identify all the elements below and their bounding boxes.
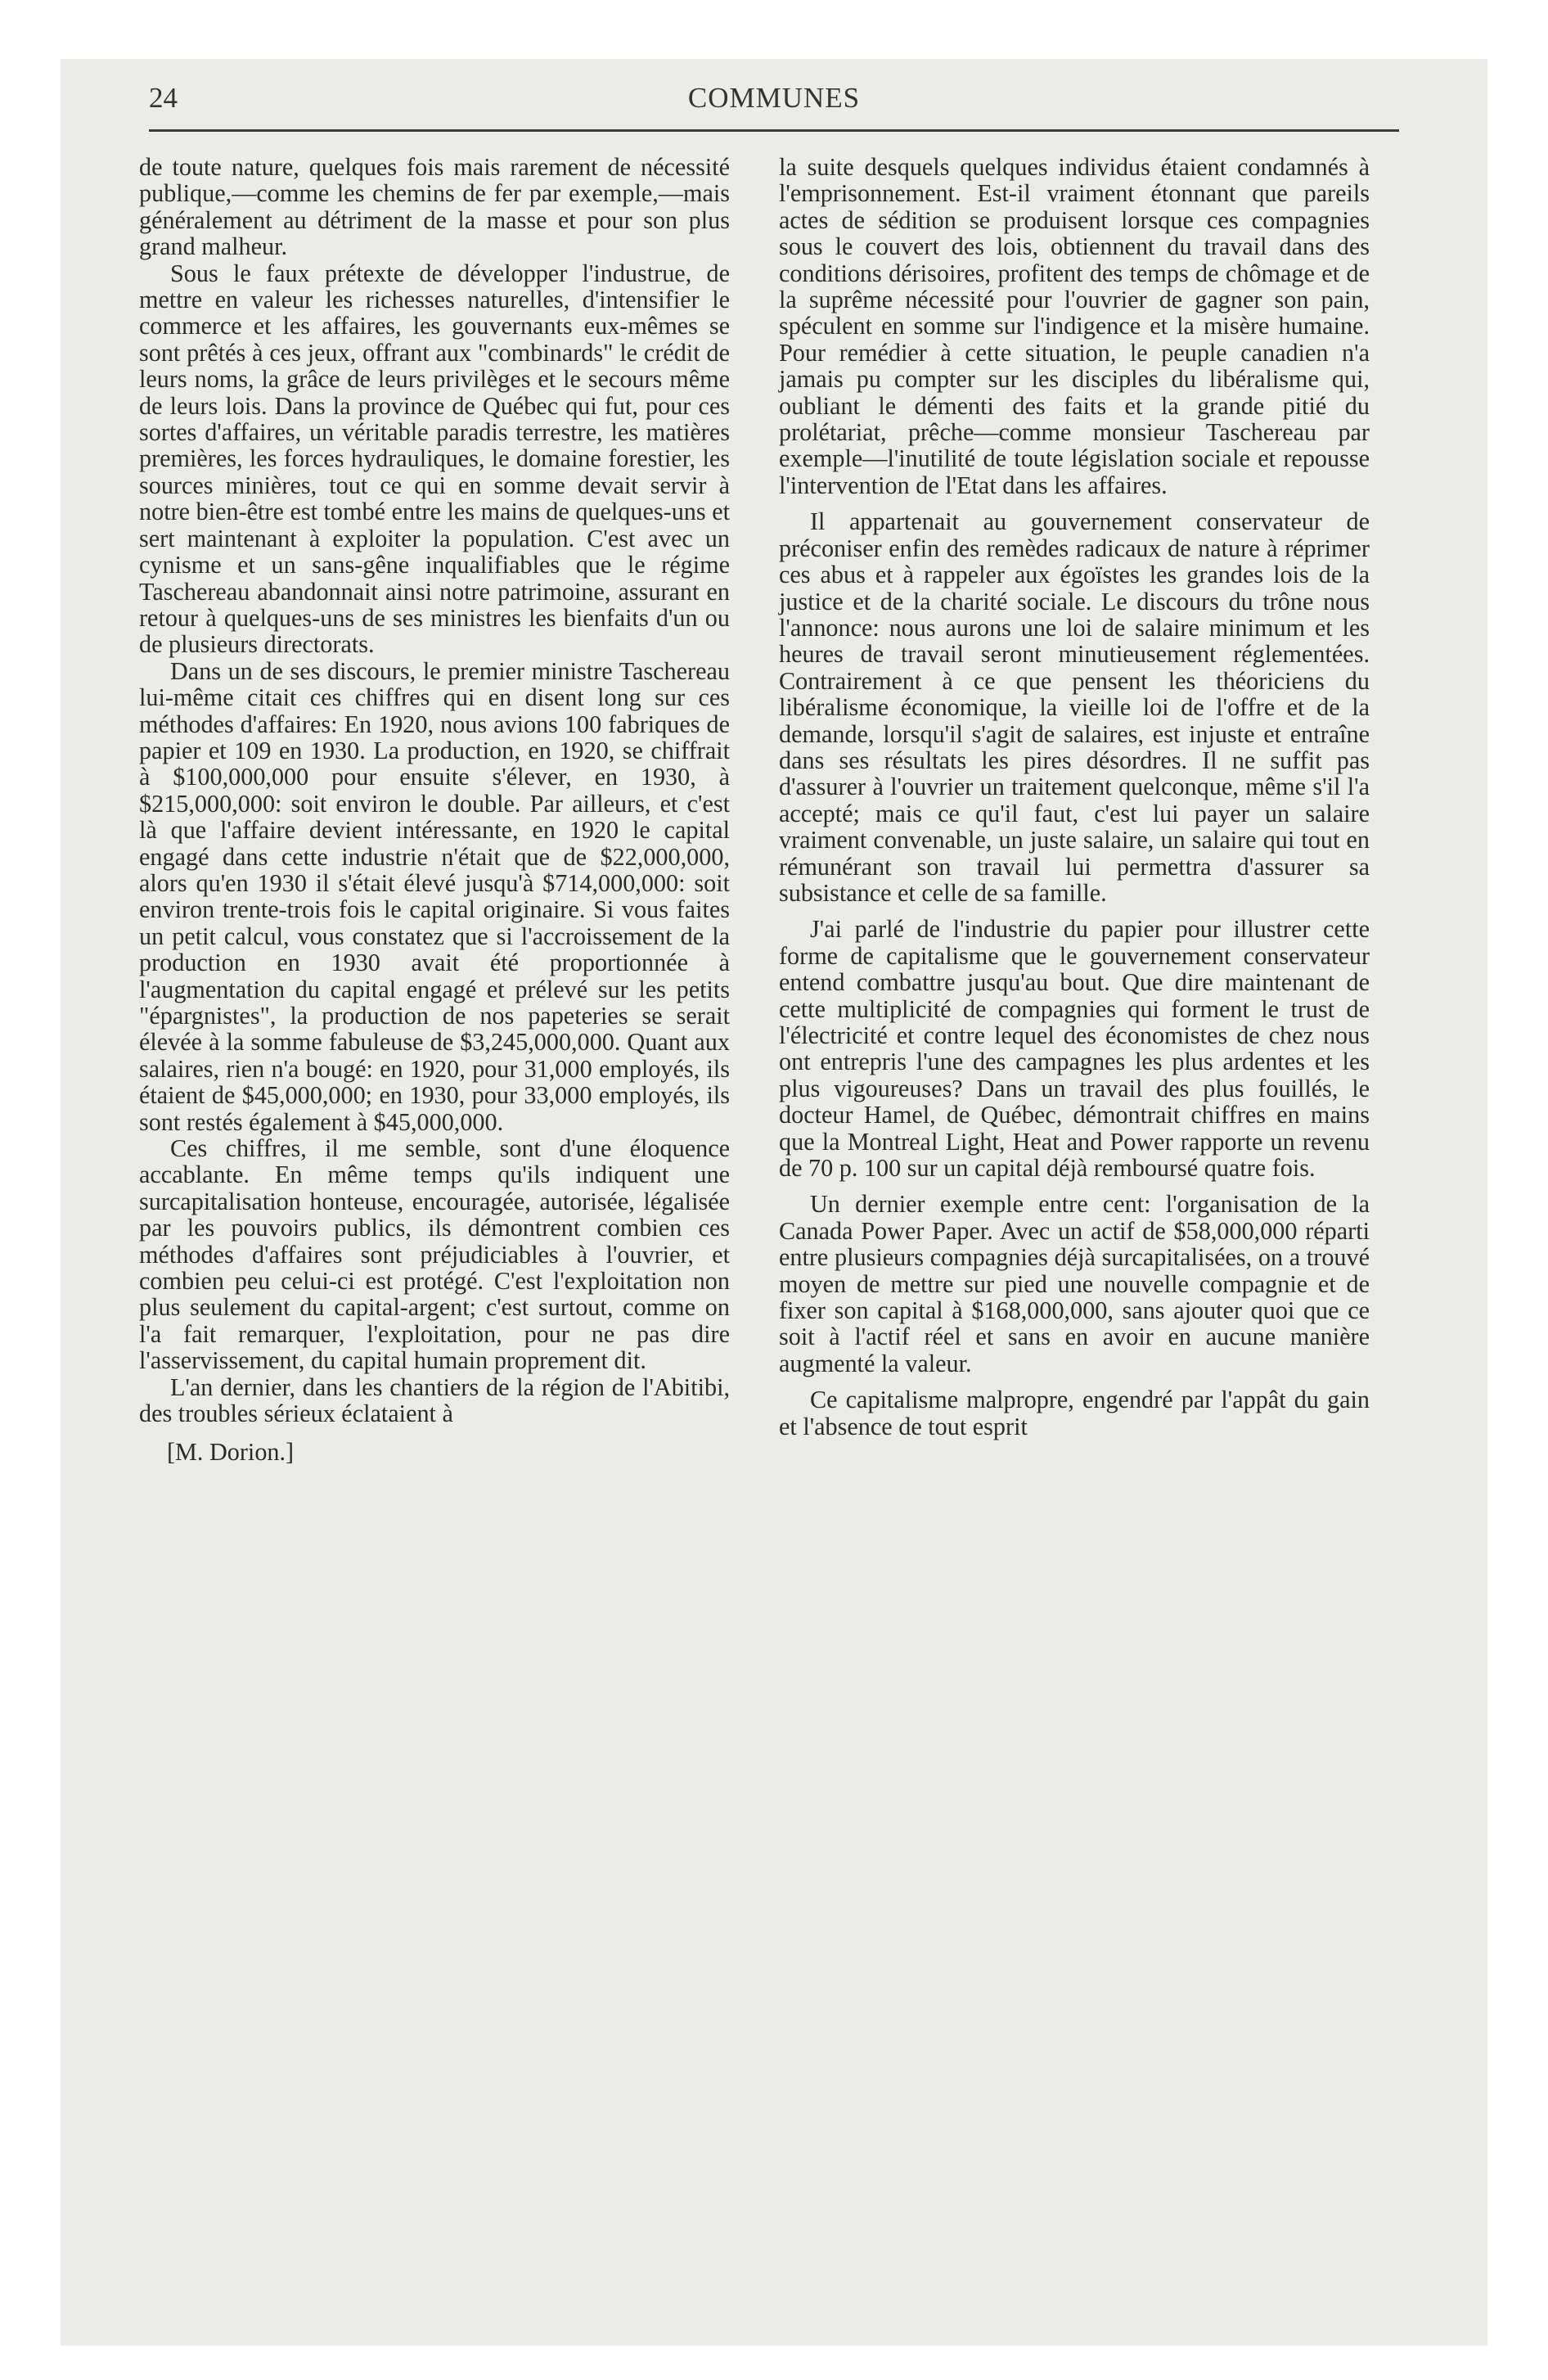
paragraph: Sous le faux prétexte de développer l'industrue, de mettre en valeur les richesses naturelles, d'intensifier le commerce et les affaires, les gouvernants eux-mêmes se sont prêtés à ces jeux, offrant aux "combinards" le crédit de leurs noms, la grâce de leurs privilèges et le secours même de leurs lois. Dans la province de Québec qui fut, pour ces sortes d'affaires, un véritable paradis terrestre, les matières premières, les forces hydrauliques, le domaine forestier, les sources minières, tout ce qui en somme devait servir à notre bien-être est tombé entre les mains de quelques-uns et sert maintenant à exploiter la population. C'est avec un cynisme et un sans-gêne inqualifiables que le régime Taschereau abandonnait ainsi notre patrimoine, assurant en retour à quelques-uns de ses ministres les bienfaits d'un ou de plusieurs directorats. (139, 259, 730, 659)
paragraph: L'an dernier, dans les chantiers de la région de l'Abitibi, des troubles sérieux éclataient à (139, 1373, 730, 1428)
paragraph: la suite desquels quelques individus étaient condamnés à l'emprisonnement. Est-il vraiment étonnant que pareils actes de sédition se produisent lorsque ces compagnies sous le couvert des lois, obtiennent du travail dans des conditions dérisoires, profitent des temps de chômage et de la suprême nécessité pour l'ouvrier de gagner son pain, spéculent en somme sur l'indigence et la misère humaine. Pour remédier à cette situation, le peuple canadien n'a jamais pu compter sur les disciples du libéralisme qui, oubliant le démenti des faits et la grande pitié du prolétariat, prêche—comme monsieur Taschereau par exemple—l'inutilité de toute législation sociale et repousse l'intervention de l'Etat dans les affaires. (779, 153, 1370, 499)
paragraph: Un dernier exemple entre cent: l'organisation de la Canada Power Paper. Avec un actif de $58,000,000 réparti entre plusieurs compagnies déjà surcapitalisées, on a trouvé moyen de mettre sur pied une nouvelle compagnie et de fixer son capital à $168,000,000, sans ajouter quoi que ce soit à l'actif réel et sans en avoir en aucune manière augmenté la valeur. (779, 1190, 1370, 1377)
paragraph: Dans un de ses discours, le premier ministre Taschereau lui-même citait ces chiffres qui en disent long sur ces méthodes d'affaires: En 1920, nous avions 100 fabriques de papier et 109 en 1930. La production, en 1920, se chiffrait à $100,000,000 pour ensuite s'élever, en 1930, à $215,000,000: soit environ le double. Par ailleurs, et c'est là que l'affaire devient intéressante, en 1920 le capital engagé dans cette industrie n'était que de $22,000,000, alors qu'en 1930 il s'était élevé jusqu'à $714,000,000: soit environ trente-trois fois le capital originaire. Si vous faites un petit calcul, vous constatez que si l'accroissement de la production en 1930 avait été proportionnée à l'augmentation du capital engagé et prélevé sur les petits "épargnistes", la production de nos papeteries se serait élevée à la somme fabuleuse de $3,245,000,000. Quant aux salaires, rien n'a bougé: en 1920, pour 31,000 employés, ils étaient de $45,000,000; en 1930, pour 33,000 employés, ils sont restés également à $45,000,000. (139, 656, 730, 1136)
paragraph: Ce capitalisme malpropre, engendré par l'appât du gain et l'absence de tout esprit (779, 1386, 1370, 1440)
left-column (139, 154, 730, 1465)
right-column (779, 154, 1370, 1440)
page-number: 24 (149, 82, 178, 114)
paragraph: J'ai parlé de l'industrie du papier pour illustrer cette forme de capitalisme que le gouvernement conservateur entend combattre jusqu'au bout. Que dire maintenant de cette multiplicité de compagnies qui forment le trust de l'électricité et contre lequel des économistes de chez nous ont entrepris l'une des campagnes les plus ardentes et les plus vigoureuses? Dans un travail des plus fouillés, le docteur Hamel, de Québec, démontrait chiffres en mains que la Montreal Light, Heat and Power rapporte un revenu de 70 p. 100 sur un capital déjà remboursé quatre fois. (779, 915, 1370, 1183)
speaker-attribution: [M. Dorion.] (167, 1437, 295, 1466)
paragraph: de toute nature, quelques fois mais rarement de nécessité publique,—comme les chemins de fer par exemple,—mais généralement au détriment de la masse et pour son plus grand malheur. (139, 153, 730, 261)
paragraph: Il appartenait au gouvernement conservateur de préconiser enfin des remèdes radicaux de nature à réprimer ces abus et à rappeler aux égoïstes les grandes lois de la justice et de la charité sociale. Le discours du trône nous l'annonce: nous aurons une loi de salaire minimum et les heures de travail seront minutieusement réglementées. Contrairement à ce que pensent les théoriciens du libéralisme économique, la vieille loi de l'offre et de la demande, lorsqu'il s'agit de salaires, est injuste et entraîne dans ses résultats les pires désordres. Il ne suffit pas d'assurer à l'ouvrier un traitement quelconque, même s'il l'a accepté; mais ce qu'il faut, c'est lui payer un salaire vraiment convenable, un juste salaire, un salaire qui tout en rémunérant son travail lui permettra d'assurer sa subsistance et celle de sa famille. (779, 507, 1370, 907)
paragraph: Ces chiffres, il me semble, sont d'une éloquence accablante. En même temps qu'ils indiquent une surcapitalisation honteuse, encouragée, autorisée, légalisée par les pouvoirs publics, ils démontrent combien ces méthodes d'affaires sont préjudiciables à l'ouvrier, et combien peu celui-ci est protégé. C'est l'exploitation non plus seulement du capital-argent; c'est surtout, comme on l'a fait remarquer, l'exploitation, pour ne pas dire l'asservissement, du capital humain proprement dit. (139, 1134, 730, 1375)
running-title: COMMUNES (687, 82, 861, 114)
header-rule (149, 129, 1399, 132)
page-header (149, 80, 1399, 116)
